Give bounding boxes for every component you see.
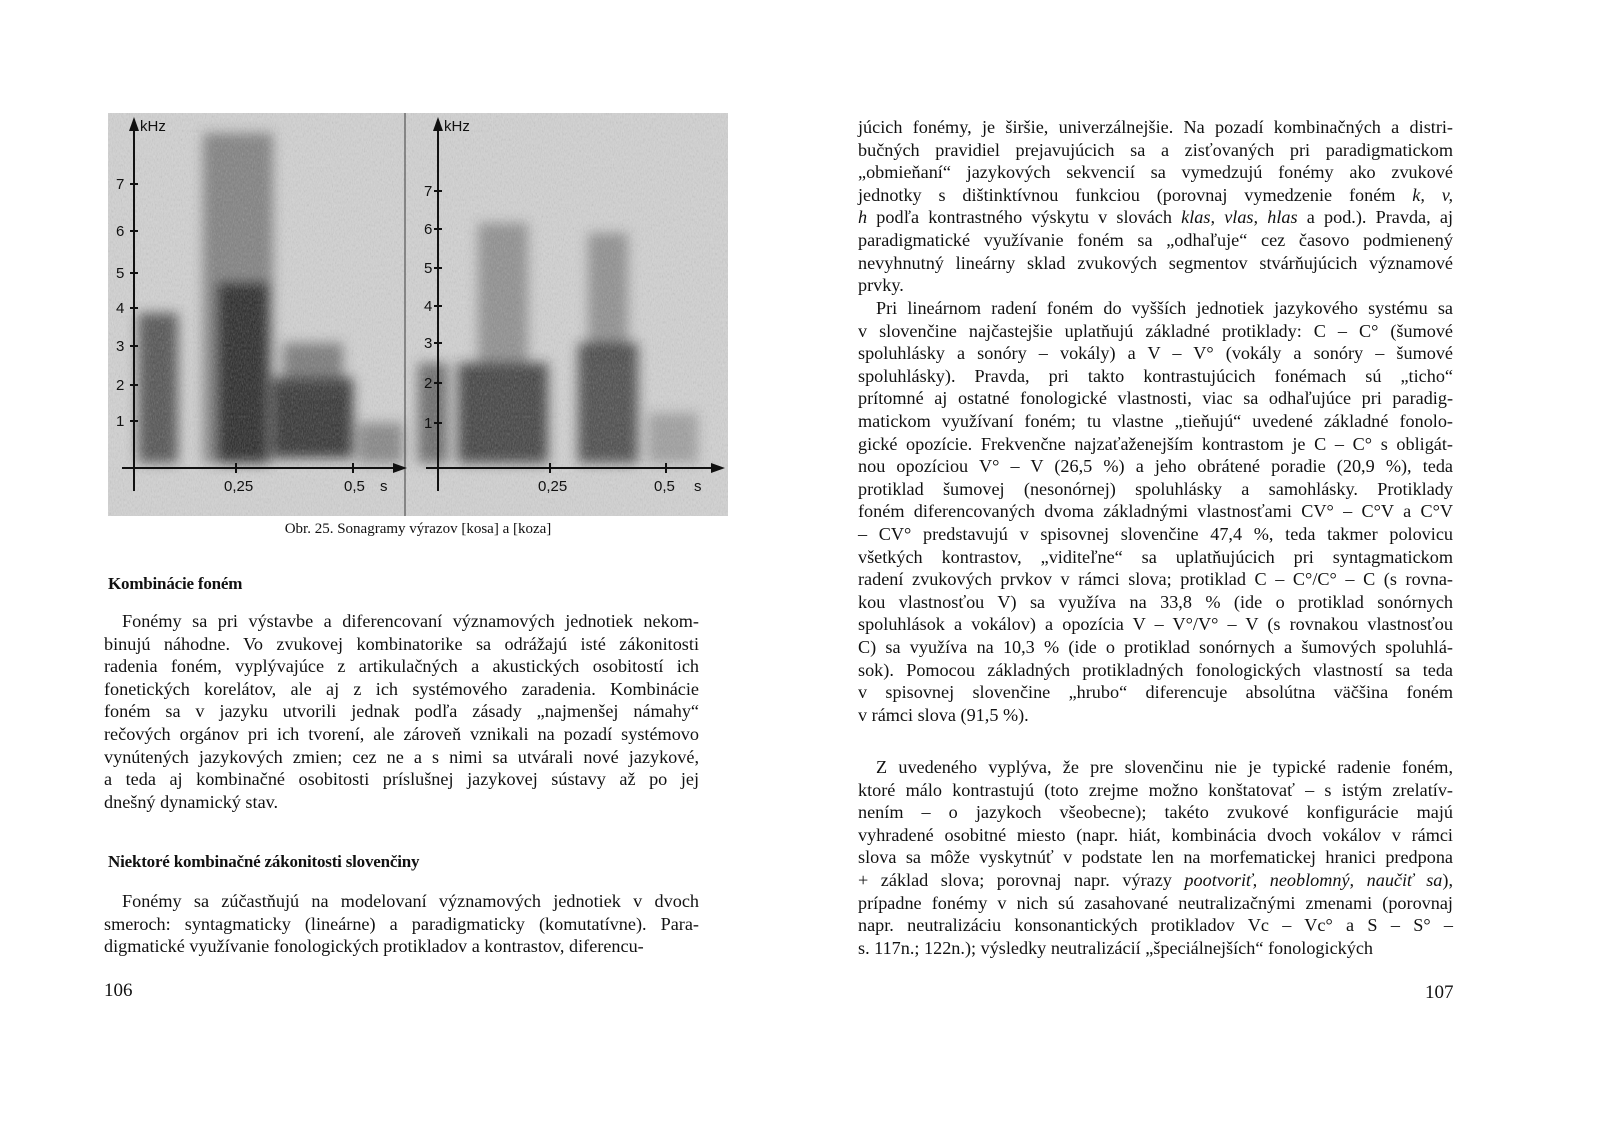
text-line: vynútených jazykových zmien; cez ne a s nimi sa utvárali nové jazykové, [104, 746, 699, 767]
text-line: v rámci slova (91,5 %). [858, 704, 1029, 725]
text-line: spoluhlásky). Pravda, pri takto kontrastujúcich fonémach sú „ticho“ [858, 365, 1453, 386]
text-line: spoluhlásky a sonóry – vokály) a V – V° (vokály a sonóry – šumové [858, 343, 1453, 364]
right-xtick-025: 0,25 [538, 478, 568, 495]
text-line: rečových orgánov pri ich tvorení, ale zároveň vznikali na pozadí systémovo [104, 723, 699, 744]
right-ytick-6: 6 [424, 221, 433, 238]
spectrogram-figure [108, 113, 728, 516]
left-xtick-05: 0,5 [344, 478, 365, 495]
text-line: matickom využívaní foném; tu vlastne „tieňujú“ uvedené základné fonolo- [858, 410, 1453, 431]
text-line: jednotky s dištinktívnou funkciou (porovnaj vymedzenie foném k, v, [858, 184, 1453, 205]
left-xtick-unit: s [380, 478, 388, 495]
left-khz-label: kHz [140, 118, 166, 135]
left-ytick-4: 4 [116, 300, 125, 317]
text-line: Z uvedeného vyplýva, že pre slovenčinu nie je typické radenie foném, [876, 757, 1453, 777]
text-line: spoluhlások a vokálov) a opozícia V – V°/V° – V (s rovnakou vlastnosťou [858, 614, 1453, 635]
right-ytick-1: 1 [424, 415, 433, 432]
left-ytick-7: 7 [116, 176, 125, 193]
left-xtick-025: 0,25 [224, 478, 254, 495]
page-number-left: 106 [104, 980, 133, 1001]
left-ytick-1: 1 [116, 413, 125, 430]
text-line: v slovenčine najčastejšie uplatňujú základné protiklady: C – C° (šumové [858, 320, 1453, 341]
text-line: júcich fonémy, je širšie, univerzálnejšie. Na pozadí kombinačných a distri- [858, 117, 1453, 137]
text-line: kou vlastnosťou V) sa využíva na 33,8 % (ide o protiklad sonórnych [858, 591, 1453, 612]
text-line: ktoré málo kontrastujú (toto zrejme možno konštatovať – s istým zrelatív- [858, 779, 1453, 800]
left-ytick-2: 2 [116, 377, 125, 394]
section-heading-kombinacie: Kombinácie foném [108, 574, 243, 593]
page-number-right: 107 [1425, 982, 1454, 1003]
right-ytick-2: 2 [424, 375, 433, 392]
left-ytick-6: 6 [116, 223, 125, 240]
left-paragraph-2 [104, 890, 699, 958]
text-line: slova sa môže vyskytnúť v podstate len na morfematickej hranici predpona [858, 847, 1453, 868]
left-ytick-5: 5 [116, 265, 125, 282]
text-line: foném sa v jazyku utvorili jednak podľa zásady „najmenšej námahy“ [104, 701, 699, 722]
text-line: v spisovnej slovenčine „hrubo“ diferencuje absolútna väčšina foném [858, 682, 1453, 703]
figure-caption: Obr. 25. Sonagramy výrazov [kosa] a [koza] [284, 521, 552, 537]
right-paragraph-1 [858, 116, 1453, 297]
text-line: digmatické využívanie fonologických protikladov a kontrastov, diferencu- [104, 936, 644, 957]
text-line: protiklad šumovej (nesonórnej) spoluhlásky a samohlásky. Protiklady [858, 478, 1453, 499]
text-line: nením – o jazykoch všeobecne); takéto zvukové konfigurácie majú [858, 802, 1453, 823]
right-ytick-3: 3 [424, 335, 433, 352]
text-line: Fonémy sa zúčastňujú na modelovaní významových jednotiek v dvoch [122, 891, 699, 911]
text-line: prítomné aj ostatné fonologické vlastnosti, viac sa odhaľujúce pri paradig- [858, 388, 1453, 409]
text-line: C) sa využíva na 10,3 % (ide o protiklad sonórnych a šumových spoluhlá- [858, 636, 1453, 657]
section-heading-zakonitosti: Niektoré kombinačné zákonitosti slovenčiny [108, 852, 420, 871]
text-line: Pri lineárnom radení foném do vyšších jednotiek jazykového systému sa [876, 298, 1453, 318]
right-khz-label: kHz [444, 118, 470, 135]
right-xtick-05: 0,5 [654, 478, 675, 495]
right-ytick-5: 5 [424, 260, 433, 277]
text-line: foném diferencovaných dvoma základnými vlastnosťami CV° – C°V a C°V [858, 501, 1453, 522]
text-line: smeroch: syntagmaticky (lineárne) a paradigmaticky (komutatívne). Para- [104, 913, 699, 934]
spectrogram-image [108, 113, 728, 516]
text-line: vyhradené osobitné miesto (napr. hiát, kombinácia dvoch vokálov v rámci [858, 824, 1453, 845]
text-line: fonetických korelátov, ale aj z ich systémového zaradenia. Kombinácie [104, 678, 699, 699]
text-line: binujú náhodne. Vo zvukovej kombinatorike sa odrážajú isté zákonitosti [104, 633, 699, 654]
text-line: nou opozíciou V° – V (26,5 %) a jeho obrátené poradie (20,9 %), teda [858, 456, 1453, 477]
text-line: všetkých kontrastov, „viditeľne“ sa uplatňujúcich pri syntagmatickom [858, 546, 1453, 567]
text-line: paradigmatické využívanie foném sa „odhaľuje“ cez časovo podmienený [858, 229, 1453, 250]
right-page [800, 0, 1600, 1133]
text-line: napr. neutralizáciu konsonantických protikladov Vc – Vc° a S – S° – [858, 915, 1453, 936]
text-line: gické opozície. Frekvenčne najzaťaženejším kontrastom je C – C° s obligát- [858, 433, 1453, 454]
text-line: prvky. [858, 275, 904, 296]
right-paragraph-2 [858, 297, 1453, 726]
right-xtick-unit: s [694, 478, 702, 495]
text-line: h podľa kontrastného výskytu v slovách klas, vlas, hlas a pod.). Pravda, aj [858, 207, 1453, 228]
left-ytick-3: 3 [116, 338, 125, 355]
left-paragraph-1 [104, 610, 699, 813]
text-line: Fonémy sa pri výstavbe a diferencovaní významových jednotiek nekom- [122, 611, 699, 631]
text-line: radení zvukových prvkov v rámci slova; protiklad C – C°/C° – C (s rovna- [858, 569, 1453, 590]
right-paragraph-3 [858, 756, 1453, 959]
text-line: s. 117n.; 122n.); výsledky neutralizácií „špeciálnejších“ fonologických [858, 937, 1373, 958]
text-line: radenia foném, vyplývajúce z artikulačných a akustických osobitostí ich [104, 656, 699, 677]
text-line: „obmieňaní“ jazykových sekvencií sa vymedzujú fonémy ako zvukové [858, 162, 1453, 183]
text-line: + základ slova; porovnaj napr. výrazy pootvoriť, neoblomný, naučiť sa), [858, 869, 1453, 890]
text-line: nevyhnutný lineárny sklad zvukových segmentov stvárňujúcich významové [858, 252, 1453, 273]
text-line: sok). Pomocou základných protikladných fonologických vlastností sa teda [858, 659, 1453, 680]
text-line: prípadne fonémy v nich sú zasahované neutralizačnými zmenami (porovnaj [858, 892, 1453, 913]
text-line: a teda aj kombinačné osobitosti príslušnej jazykovej sústavy až po jej [104, 769, 699, 790]
text-line: bučných pravidiel prejavujúcich sa a zisťovaných pri paradigmatickom [858, 139, 1453, 160]
text-line: – CV° predstavujú v spisovnej slovenčine 47,4 %, teda takmer polovicu [858, 523, 1453, 544]
right-ytick-7: 7 [424, 183, 433, 200]
text-line: dnešný dynamický stav. [104, 791, 279, 812]
right-ytick-4: 4 [424, 298, 433, 315]
